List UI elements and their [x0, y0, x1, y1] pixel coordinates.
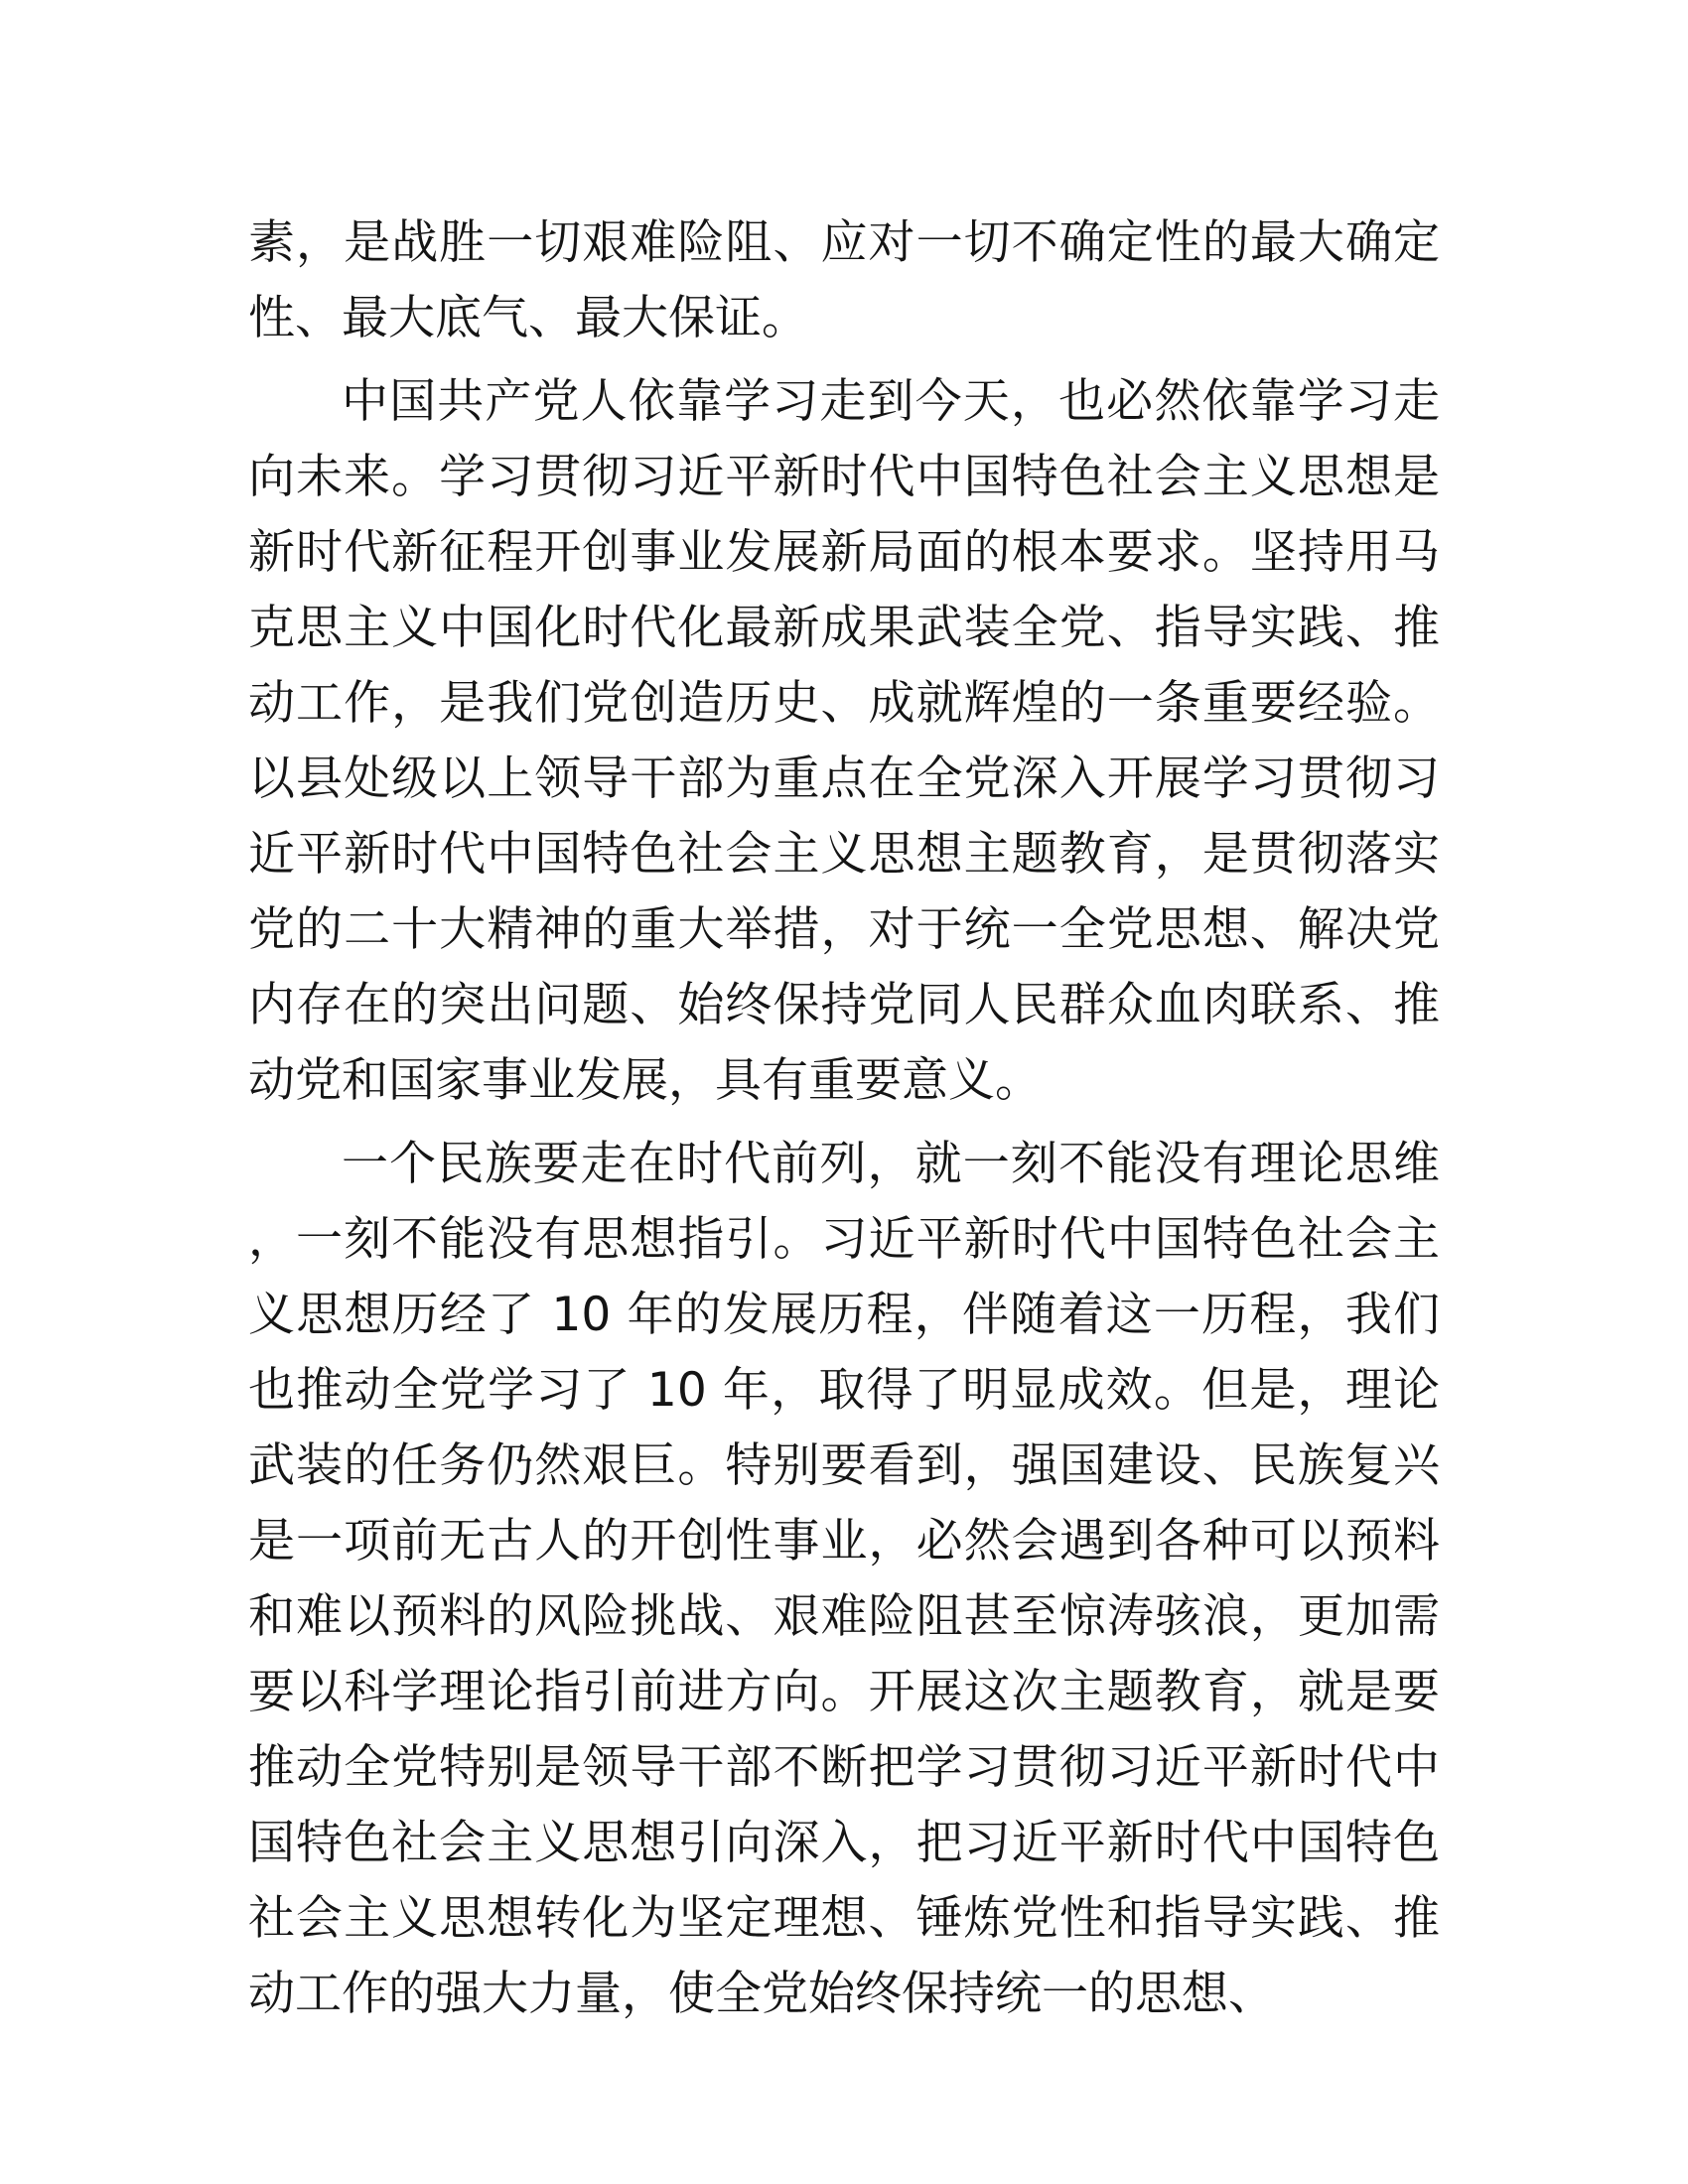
paragraph-learning: 中国共产党人依靠学习走到今天，也必然依靠学习走向未来。学习贯彻习近平新时代中国特色社会主义思想是新时代新征程开创事业发展新局面的根本要求。坚持用马克思主义中国化时代化最新成果武装全党、指导实践、推动工作，是我们党创造历史、成就辉煌的一条重要经验。以县处级以上领导干部为重点在全党深入开展学习贯彻习近平新时代中国特色社会主义思想主题教育，是贯彻落实党的二十大精神的重大举措，对于统一全党思想、解决党内存在的突出问题、始终保持党同人民群众血肉联系、推动党和国家事业发展，具有重要意义。: [248, 374, 1440, 1108]
document-body: [248, 205, 1440, 2040]
paragraph-continuation: 素，是战胜一切艰难险阻、应对一切不确定性的最大确定性、最大底气、最大保证。: [248, 215, 1440, 345]
paragraph-theory: 一个民族要走在时代前列，就一刻不能没有理论思维，一刻不能没有思想指引。习近平新时代中国特色社会主义思想历经了 10 年的发展历程，伴随着这一历程，我们也推动全党学习了 10 年，取得了明显成效。但是，理论武装的任务仍然艰巨。特别要看到，强国建设、民族复兴是一项前无古人的开创性事业，必然会遇到各种可以预料和难以预料的风险挑战、艰难险阻甚至惊涛骇浪，更加需要以科学理论指引前进方向。开展这次主题教育，就是要推动全党特别是领导干部不断把学习贯彻习近平新时代中国特色社会主义思想引向深入，把习近平新时代中国特色社会主义思想转化为坚定理想、锤炼党性和指导实践、推动工作的强大力量，使全党始终保持统一的思想、: [248, 1137, 1440, 2021]
